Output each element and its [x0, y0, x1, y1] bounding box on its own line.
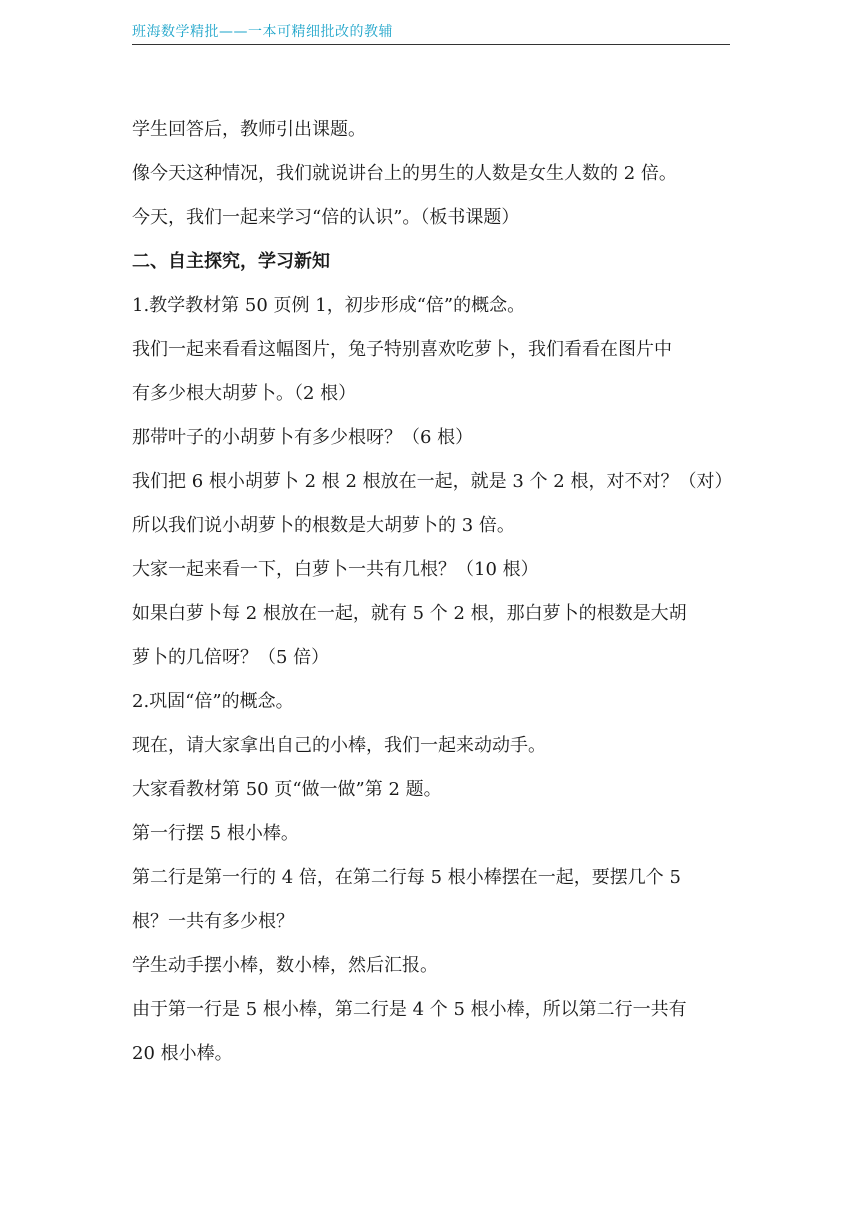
paragraph: 由于第一行是 5 根小棒，第二行是 4 个 5 根小棒，所以第二行一共有	[132, 999, 687, 1020]
paragraph: 有多少根大胡萝卜。（2 根）	[132, 383, 357, 404]
paragraph: 2.巩固“倍”的概念。	[132, 691, 294, 712]
section-heading: 二、自主探究，学习新知	[132, 251, 330, 272]
paragraph: 那带叶子的小胡萝卜有多少根呀？（6 根）	[132, 427, 474, 448]
paragraph: 萝卜的几倍呀？（5 倍）	[132, 647, 330, 668]
paragraph: 现在，请大家拿出自己的小棒，我们一起来动动手。	[132, 735, 546, 756]
paragraph: 第二行是第一行的 4 倍，在第二行每 5 根小棒摆在一起，要摆几个 5	[132, 867, 681, 888]
paragraph: 第一行摆 5 根小棒。	[132, 823, 299, 844]
paragraph: 所以我们说小胡萝卜的根数是大胡萝卜的 3 倍。	[132, 515, 515, 536]
header-title: 班海数学精批——一本可精细批改的教辅	[132, 24, 393, 40]
page-header	[132, 22, 730, 45]
paragraph: 学生回答后，教师引出课题。	[132, 119, 366, 140]
paragraph: 今天，我们一起来学习“倍的认识”。（板书课题）	[132, 207, 520, 228]
paragraph: 学生动手摆小棒，数小棒，然后汇报。	[132, 955, 438, 976]
paragraph: 大家一起来看一下，白萝卜一共有几根？（10 根）	[132, 559, 539, 580]
paragraph: 1.教学教材第 50 页例 1，初步形成“倍”的概念。	[132, 295, 526, 316]
paragraph: 我们一起来看看这幅图片，兔子特别喜欢吃萝卜，我们看看在图片中	[132, 339, 672, 360]
paragraph: 大家看教材第 50 页“做一做”第 2 题。	[132, 779, 442, 800]
paragraph: 20 根小棒。	[132, 1043, 233, 1064]
paragraph: 根？一共有多少根？	[132, 911, 294, 932]
paragraph: 我们把 6 根小胡萝卜 2 根 2 根放在一起，就是 3 个 2 根，对不对？（对）	[132, 471, 733, 492]
paragraph: 如果白萝卜每 2 根放在一起，就有 5 个 2 根，那白萝卜的根数是大胡	[132, 603, 687, 624]
paragraph: 像今天这种情况，我们就说讲台上的男生的人数是女生人数的 2 倍。	[132, 163, 677, 184]
document-body	[132, 108, 732, 1076]
